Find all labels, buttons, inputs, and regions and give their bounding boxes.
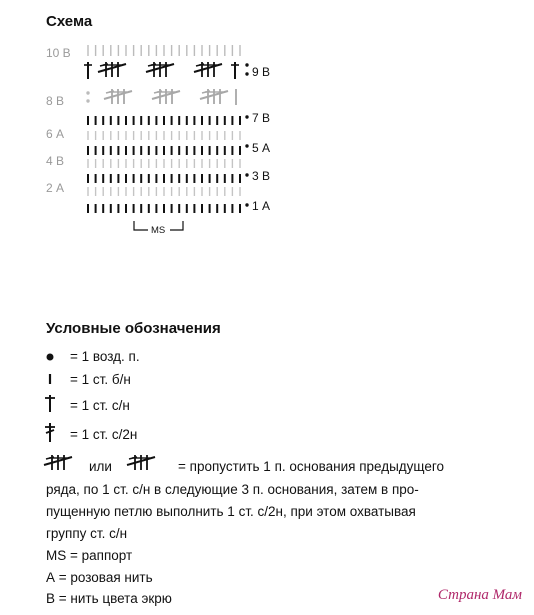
chain-stitch-icon (47, 354, 54, 361)
legend-treble-crochet: = 1 ст. с/2н (70, 427, 138, 442)
row-label-6: 6 А (46, 127, 65, 141)
row-label-3: 3 В (252, 169, 271, 183)
row-label-2: 2 А (46, 181, 65, 195)
chain-dot (245, 203, 248, 206)
double-crochet-icon (45, 395, 55, 412)
legend-single-crochet: = 1 ст. б/н (70, 372, 131, 387)
chain-dot (245, 115, 248, 118)
chain-dot (245, 173, 248, 176)
row-label-4: 4 В (46, 154, 65, 168)
row-label-1: 1 А (252, 199, 271, 213)
row-4-stitches (88, 159, 240, 168)
legend-cluster-line-4: группу ст. с/н (46, 526, 128, 541)
legend-chain: = 1 возд. п. (70, 349, 140, 364)
row-9-stitches (84, 62, 239, 79)
row-7-stitches (88, 116, 240, 125)
row-label-8: 8 В (46, 94, 65, 108)
legend-color-b: В = нить цвета экрю (46, 591, 172, 606)
row-label-10: 10 В (46, 46, 71, 60)
cluster-symbol-icon (44, 455, 72, 470)
row-10-stitches (88, 45, 240, 56)
chain-dot (245, 144, 248, 147)
chain-dot (86, 99, 89, 102)
legend-ms: MS = раппорт (46, 548, 133, 563)
chain-dot (245, 63, 248, 66)
treble-crochet-icon (45, 423, 55, 442)
legend-cluster-line-3: пущенную петлю выполнить 1 ст. с/2н, при этом охватывая (46, 504, 416, 519)
scheme-title: Схема (46, 13, 93, 30)
row-label-7: 7 В (252, 111, 271, 125)
chain-dot (86, 91, 89, 94)
chain-dot (245, 72, 248, 75)
row-6-stitches (88, 131, 240, 140)
watermark: Страна Мам (437, 587, 522, 603)
repeat-label: MS (151, 225, 166, 236)
legend-or: или (89, 459, 112, 474)
legend-title: Условные обозначения (46, 320, 221, 337)
cluster-symbol-alt-icon (127, 455, 155, 470)
row-label-9: 9 В (252, 65, 271, 79)
stitch-rows (84, 45, 249, 213)
legend-double-crochet: = 1 ст. с/н (70, 398, 130, 413)
row-label-5: 5 А (252, 141, 271, 155)
row-3-stitches (88, 174, 240, 183)
legend-cluster-line-2: ряда, по 1 ст. с/н в следующие 3 п. основания, затем в про- (46, 482, 419, 497)
row-5-stitches (88, 146, 240, 155)
legend-color-a: А = розовая нить (46, 570, 153, 585)
row-1-stitches (88, 204, 240, 213)
legend-cluster-line-1: = пропустить 1 п. основания предыдущего (178, 459, 445, 474)
row-8-stitches (104, 89, 236, 105)
row-2-stitches (88, 187, 240, 196)
